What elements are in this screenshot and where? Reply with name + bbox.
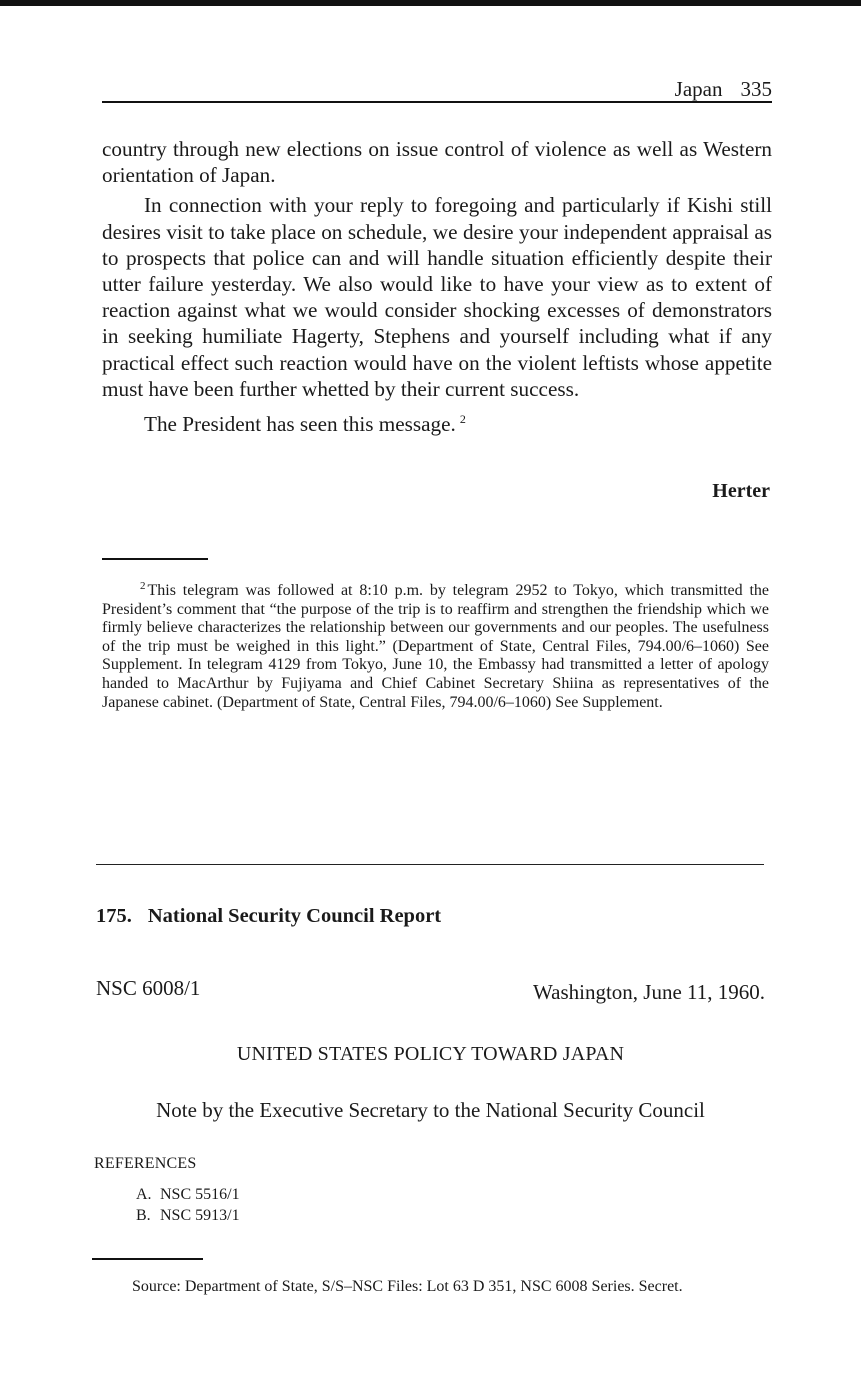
reference-letter: A. [136,1186,152,1203]
footnote-rule [102,558,208,560]
footnote-reference: 2 [459,412,466,427]
reference-letter: B. [136,1207,151,1224]
body-paragraph-3 [102,406,772,437]
telegram-body [102,136,772,441]
signature-herter: Herter [712,480,770,502]
executive-secretary-note: Note by the Executive Secretary to the National Security Council [156,1098,705,1122]
running-head-section: Japan [674,77,723,101]
body-paragraph-1: country through new elections on issue control of violence as well as Western orientation of Japan. [102,137,772,188]
section-divider [96,864,764,865]
footnote-marker: 2 [140,580,146,592]
page-number: 335 [740,77,772,101]
reference-item [136,1205,240,1226]
document-id: NSC 6008/1 [96,976,201,1000]
document-place-date: Washington, June 11, 1960. [532,980,765,1004]
body-paragraph-2: In connection with your reply to foregoing and particularly if Kishi still desires visit to take place on schedule, we desire your independent appraisal as to prospects that police can and will handle situation efficiently despite their utter failure yesterday. We also would like to have your view as to extent of reaction against what we would consider shocking excesses of demonstrators in seeking humiliate Hagerty, Stephens and yourself including what if any practical effect such reaction would have on the violent leftists whose appetite must have been further whetted by their current success. [102,193,772,401]
source-note: Source: Department of State, S/S–NSC Files: Lot 63 D 351, NSC 6008 Series. Secret. [132,1278,683,1295]
reference-value: NSC 5516/1 [160,1186,240,1203]
references-label: REFERENCES [94,1155,197,1172]
policy-title: UNITED STATES POLICY TOWARD JAPAN [236,1043,625,1065]
references-list [136,1184,240,1226]
page-top-border [0,0,861,6]
document-title: National Security Council Report [147,905,442,927]
reference-item [136,1184,240,1205]
footnote [102,577,769,712]
president-seen-text: The President has seen this message. [144,412,456,437]
document-number: 175. [96,905,132,927]
reference-value: NSC 5913/1 [160,1207,240,1224]
source-rule [92,1258,203,1260]
document-heading [96,905,441,928]
running-head [102,76,772,102]
footnote-text: This telegram was followed at 8:10 p.m. by telegram 2952 to Tokyo, which transmitted the President’s comment that “the purpose of the trip is to reaffirm and strengthen the friendship which we firmly believe characterizes the relationship between our governments and our peoples. The usefulness of the trip must be weighed in this light.” (Department of State, Central Files, 794.00/6–1060) See Supplement. In telegram 4129 from Tokyo, June 10, the Embassy had transmitted a letter of apology handed to MacArthur by Fujiyama and Chief Cabinet Secretary Shiina as representatives of the Japanese cabinet. (Department of State, Central Files, 794.00/6–1060) See Supplement. [102,582,769,711]
running-head-rule [102,101,772,103]
